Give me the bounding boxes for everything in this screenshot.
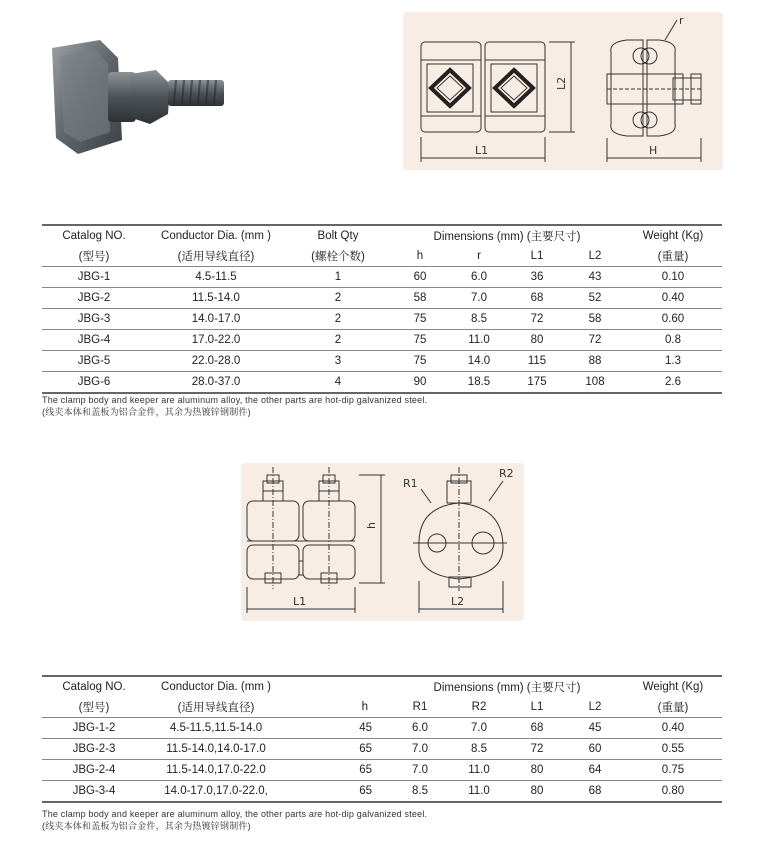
cell-l1: 80 (508, 760, 566, 781)
cell-r2: 7.0 (450, 718, 508, 739)
technical-drawing-jbg (403, 12, 723, 170)
cell-l1: 115 (508, 351, 566, 372)
cell-catalog: JBG-5 (42, 351, 146, 372)
cell-weight: 1.3 (624, 351, 722, 372)
spec-table-1 (42, 224, 722, 394)
header-bolt: Bolt Qty (286, 225, 390, 246)
cell-weight: 0.55 (624, 739, 722, 760)
table-row (42, 309, 722, 330)
cell-conductor: 22.0-28.0 (146, 351, 286, 372)
cell-l2: 43 (566, 267, 624, 288)
cell-weight: 0.80 (624, 781, 722, 803)
header-l2: L2 (566, 246, 624, 267)
header-catalog-cn: (型号) (42, 246, 146, 267)
header-catalog-cn: (型号) (42, 697, 146, 718)
header-l1: L1 (508, 697, 566, 718)
drawing1-r-label: r (679, 14, 684, 27)
material-note-1 (42, 394, 427, 418)
cell-l1: 68 (508, 288, 566, 309)
table-row (42, 739, 722, 760)
cell-bolt: 4 (286, 372, 390, 394)
cell-conductor: 4.5-11.5 (146, 267, 286, 288)
cell-weight: 0.75 (624, 760, 722, 781)
cell-bolt: 2 (286, 309, 390, 330)
cell-weight: 0.8 (624, 330, 722, 351)
header-h: h (286, 697, 390, 718)
cell-l1: 80 (508, 781, 566, 803)
header-conductor: Conductor Dia. (mm ) (146, 676, 286, 697)
cell-catalog: JBG-1 (42, 267, 146, 288)
table-row (42, 351, 722, 372)
cell-r: 7.0 (450, 288, 508, 309)
header-r: r (450, 246, 508, 267)
table-row (42, 288, 722, 309)
cell-l2: 60 (566, 739, 624, 760)
cell-l2: 72 (566, 330, 624, 351)
cell-l1: 72 (508, 309, 566, 330)
header-l1: L1 (508, 246, 566, 267)
cell-h: 45 (286, 718, 390, 739)
cell-l2: 88 (566, 351, 624, 372)
header-h: h (390, 246, 450, 267)
cell-r1: 7.0 (390, 739, 450, 760)
cell-weight: 0.60 (624, 309, 722, 330)
header-weight: Weight (Kg) (624, 676, 722, 697)
cell-h: 75 (390, 309, 450, 330)
table-row (42, 781, 722, 803)
cell-r: 18.5 (450, 372, 508, 394)
cell-h: 65 (286, 739, 390, 760)
cell-conductor: 11.5-14.0,14.0-17.0 (146, 739, 286, 760)
header-weight-cn: (重量) (624, 246, 722, 267)
table-row (42, 330, 722, 351)
technical-drawing-jbg-combo (241, 463, 524, 621)
header-bolt-cn: (螺栓个数) (286, 246, 390, 267)
header-dimensions: Dimensions (mm) (主要尺寸) (390, 676, 624, 697)
table-row (42, 760, 722, 781)
table-row (42, 372, 722, 394)
header-catalog: Catalog NO. (42, 676, 146, 697)
cell-catalog: JBG-2-3 (42, 739, 146, 760)
cell-conductor: 14.0-17.0,17.0-22.0, (146, 781, 286, 803)
cell-conductor: 28.0-37.0 (146, 372, 286, 394)
drawing1-l1-label: L1 (475, 144, 489, 157)
cell-r2: 11.0 (450, 781, 508, 803)
cell-l2: 68 (566, 781, 624, 803)
cell-r: 8.5 (450, 309, 508, 330)
drawing2-l2-label: L2 (451, 595, 465, 608)
cell-bolt: 2 (286, 330, 390, 351)
material-note-2 (42, 808, 427, 832)
cell-l2: 45 (566, 718, 624, 739)
cell-bolt: 2 (286, 288, 390, 309)
cell-l1: 80 (508, 330, 566, 351)
drawing2-h-label: h (365, 522, 378, 529)
cell-catalog: JBG-2 (42, 288, 146, 309)
cell-weight: 0.40 (624, 718, 722, 739)
cell-l2: 108 (566, 372, 624, 394)
drawing1-h-label: H (649, 144, 658, 157)
cell-r: 6.0 (450, 267, 508, 288)
header-dimensions: Dimensions (mm) (主要尺寸) (390, 225, 624, 246)
cell-r1: 6.0 (390, 718, 450, 739)
cell-r1: 8.5 (390, 781, 450, 803)
cell-bolt: 3 (286, 351, 390, 372)
cell-r2: 11.0 (450, 760, 508, 781)
cell-catalog: JBG-2-4 (42, 760, 146, 781)
cell-conductor: 11.5-14.0 (146, 288, 286, 309)
header-weight-cn: (重量) (624, 697, 722, 718)
cell-h: 65 (286, 760, 390, 781)
cell-weight: 0.10 (624, 267, 722, 288)
material-note-en: The clamp body and keeper are aluminum alloy, the other parts are hot-dip galvanized steel. (42, 395, 428, 405)
cell-conductor: 4.5-11.5,11.5-14.0 (146, 718, 286, 739)
cell-conductor: 14.0-17.0 (146, 309, 286, 330)
cell-l2: 52 (566, 288, 624, 309)
cell-r1: 7.0 (390, 760, 450, 781)
cell-catalog: JBG-6 (42, 372, 146, 394)
cell-weight: 2.6 (624, 372, 722, 394)
drawing2-r2-label: R2 (499, 467, 514, 480)
cell-conductor: 17.0-22.0 (146, 330, 286, 351)
drawing2-l1-label: L1 (293, 595, 307, 608)
header-l2: L2 (566, 697, 624, 718)
cell-weight: 0.40 (624, 288, 722, 309)
cell-l1: 68 (508, 718, 566, 739)
cell-r2: 8.5 (450, 739, 508, 760)
cell-l2: 58 (566, 309, 624, 330)
header-r1: R1 (390, 697, 450, 718)
cell-conductor: 11.5-14.0,17.0-22.0 (146, 760, 286, 781)
header-r2: R2 (450, 697, 508, 718)
header-conductor-cn: (适用导线直径) (146, 246, 286, 267)
product-photo (38, 28, 238, 160)
table-row (42, 267, 722, 288)
cell-l1: 175 (508, 372, 566, 394)
header-conductor-cn: (适用导线直径) (146, 697, 286, 718)
cell-h: 90 (390, 372, 450, 394)
cell-catalog: JBG-3-4 (42, 781, 146, 803)
cell-h: 65 (286, 781, 390, 803)
drawing1-l2-label: L2 (555, 76, 568, 90)
cell-catalog: JBG-4 (42, 330, 146, 351)
cell-h: 60 (390, 267, 450, 288)
header-catalog: Catalog NO. (42, 225, 146, 246)
cell-h: 58 (390, 288, 450, 309)
header-conductor: Conductor Dia. (mm ) (146, 225, 286, 246)
material-note-cn: (线夹本体和盖板为铝合金件，其余为热镀锌钢制件) (42, 407, 251, 417)
cell-h: 75 (390, 330, 450, 351)
cell-bolt: 1 (286, 267, 390, 288)
cell-catalog: JBG-3 (42, 309, 146, 330)
table-row (42, 718, 722, 739)
cell-r: 11.0 (450, 330, 508, 351)
spec-table-2 (42, 675, 722, 803)
cell-l1: 72 (508, 739, 566, 760)
cell-catalog: JBG-1-2 (42, 718, 146, 739)
cell-r: 14.0 (450, 351, 508, 372)
header-weight: Weight (Kg) (624, 225, 722, 246)
material-note-cn: (线夹本体和盖板为铝合金件，其余为热镀锌钢制件) (42, 821, 251, 831)
cell-l1: 36 (508, 267, 566, 288)
drawing2-r1-label: R1 (403, 477, 418, 490)
cell-h: 75 (390, 351, 450, 372)
material-note-en: The clamp body and keeper are aluminum alloy, the other parts are hot-dip galvanized steel. (42, 809, 428, 819)
cell-l2: 64 (566, 760, 624, 781)
